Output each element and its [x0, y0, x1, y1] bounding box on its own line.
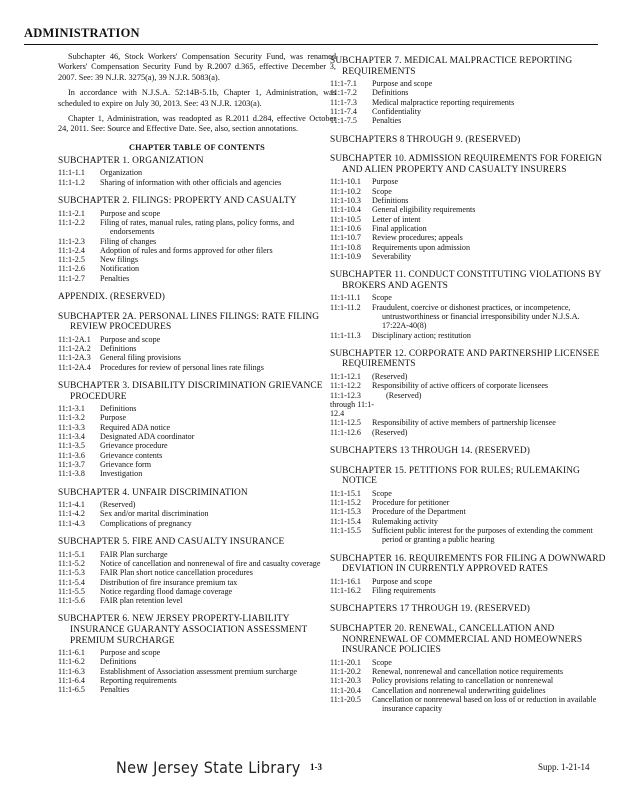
section-title: Letter of intent — [372, 214, 421, 224]
section-title: Grievance form — [100, 459, 152, 469]
section-title: Procedures for review of personal lines rate filings — [100, 362, 264, 372]
toc-entry — [330, 498, 608, 507]
section-number: 11:1-15.2 — [330, 498, 361, 508]
section-number: 11:1-10.9 — [330, 251, 361, 261]
toc-entry — [330, 381, 608, 390]
section-title: Filing of rates, manual rules, rating plans, policy forms, and endorsements — [100, 217, 294, 237]
subchapter-heading: SUBCHAPTER 2. FILINGS: PROPERTY AND CASUALTY — [58, 196, 297, 207]
section-number: 11:1-20.4 — [330, 685, 361, 695]
section-title: FAIR Plan surcharge — [100, 549, 168, 559]
section-title: Purpose and scope — [100, 208, 161, 218]
section-number: 11:1-12.6 — [330, 427, 361, 437]
toc-entry — [330, 676, 608, 685]
section-title: Scope — [372, 488, 392, 498]
section-title: General eligibility requirements — [372, 205, 476, 215]
toc-entry — [330, 177, 608, 186]
section-number: 11:1-16.1 — [330, 576, 361, 586]
section-title: Final application — [372, 223, 427, 233]
page-number: 1-3 — [310, 762, 322, 772]
section-title: Purpose and scope — [100, 334, 161, 344]
section-number: 11:1-1.1 — [58, 168, 85, 178]
toc-entry — [58, 578, 336, 587]
section-title: Responsibility of active members of partnership licensee — [372, 418, 556, 428]
section-title: Designated ADA coordinator — [100, 432, 195, 442]
section-title: Scope — [372, 293, 392, 303]
section-number: 11:1-10.5 — [330, 214, 361, 224]
section-title: Requirements upon admission — [372, 242, 471, 252]
section-title: Rulemaking activity — [372, 516, 438, 526]
toc-entry — [58, 413, 336, 422]
section-number: 11:1-6.1 — [58, 648, 85, 658]
intro-paragraph: In accordance with N.J.S.A. 52:14B-5.1b, Chapter 1, Administration, was scheduled to expire on July 30, 2013. See: 43 N.J.R. 1203(a). — [58, 88, 336, 108]
toc-entry — [330, 331, 608, 340]
section-title: Purpose — [100, 413, 127, 423]
toc-entry — [58, 255, 336, 264]
section-number: 11:1-3.4 — [58, 432, 85, 442]
toc-entry — [330, 205, 608, 214]
section-number: 11:1-10.6 — [330, 223, 361, 233]
toc-entry — [58, 353, 336, 362]
section-number: 11:1-10.8 — [330, 242, 361, 252]
section-number: 11:1-12.2 — [330, 381, 361, 391]
section-title: Definitions — [100, 404, 137, 414]
section-number: 11:1-5.2 — [58, 558, 85, 568]
section-number: 11:1-3.7 — [58, 459, 85, 469]
section-title: Medical malpractice reporting requirements — [372, 97, 515, 107]
intro-paragraph: Chapter 1, Administration, was readopted as R.2011 d.284, effective October 24, 2011. See: Source and Effective Date. See, also, section annotations. — [58, 114, 336, 134]
section-number: 11:1-3.2 — [58, 413, 85, 423]
section-title: Procedure for petitioner — [372, 498, 450, 508]
section-title: Investigation — [100, 469, 143, 479]
section-number: 11:1-12.5 — [330, 418, 361, 428]
subchapter-heading: SUBCHAPTERS 8 THROUGH 9. (RESERVED) — [330, 134, 521, 145]
section-number: 11:1-16.2 — [330, 586, 361, 596]
toc-entry — [58, 451, 336, 460]
toc-entry — [58, 509, 336, 518]
subchapter-heading: SUBCHAPTERS 13 THROUGH 14. (RESERVED) — [330, 446, 530, 457]
toc-entry — [58, 568, 336, 577]
toc-entry — [330, 98, 608, 107]
section-title: Policy provisions relating to cancellation or nonrenewal — [372, 676, 554, 686]
toc-entry — [330, 372, 608, 381]
section-number: 11:1-2.1 — [58, 208, 85, 218]
section-title: Grievance contents — [100, 450, 163, 460]
toc-entry — [330, 667, 608, 676]
section-number: 11:1-3.1 — [58, 404, 85, 414]
section-number: 11:1-2.4 — [58, 245, 85, 255]
section-title: Notice regarding flood damage coverage — [100, 586, 233, 596]
section-number: 11:1-4.1 — [58, 500, 85, 510]
section-title: Sex and/or marital discrimination — [100, 509, 209, 519]
toc-entry — [58, 237, 336, 246]
section-title: Purpose and scope — [372, 576, 433, 586]
section-number: 11:1-11.1 — [330, 293, 361, 303]
section-title: Sharing of information with other officials and agencies — [100, 177, 282, 187]
section-title: Disciplinary action; restitution — [372, 330, 471, 340]
section-number: 11:1-3.8 — [58, 469, 85, 479]
toc-entry — [58, 178, 336, 187]
section-number: 11:1-11.2 — [330, 302, 361, 312]
toc-entry — [58, 274, 336, 283]
toc-entry — [58, 335, 336, 344]
toc-entry — [330, 507, 608, 516]
toc-title: CHAPTER TABLE OF CONTENTS — [128, 142, 265, 152]
page-header: ADMINISTRATION — [24, 26, 598, 45]
toc-entry — [58, 469, 336, 478]
subchapter-heading: SUBCHAPTER 11. CONDUCT CONSTITUTING VIOLATIONS BY BROKERS AND AGENTS — [330, 270, 602, 291]
section-title: Purpose and scope — [372, 79, 433, 89]
section-number: 11:1-5.5 — [58, 586, 85, 596]
section-title: Grievance procedure — [100, 441, 168, 451]
subchapter-heading: SUBCHAPTER 15. PETITIONS FOR RULES; RULEMAKING NOTICE — [330, 465, 580, 487]
toc-entry — [330, 107, 608, 116]
toc-entry — [330, 428, 608, 437]
section-number: 11:1-7.4 — [330, 107, 357, 117]
section-number: 11:1-6.4 — [58, 676, 85, 686]
toc-entry — [330, 586, 608, 595]
section-title: Definitions — [100, 657, 137, 667]
toc-entry — [58, 559, 336, 568]
section-title: Definitions — [372, 88, 409, 98]
section-number: 11:1-10.3 — [330, 196, 361, 206]
section-title: Renewal, nonrenewal and cancellation notice requirements — [372, 667, 564, 677]
section-title: Reporting requirements — [100, 676, 177, 686]
section-number: 11:1-2.5 — [58, 255, 85, 265]
section-number: 11:1-2.7 — [58, 273, 85, 283]
toc-entry — [58, 587, 336, 596]
toc-entry — [330, 116, 608, 125]
section-number: 11:1-7.1 — [330, 79, 357, 89]
section-number: 11:1-11.3 — [330, 330, 361, 340]
subchapter-heading: SUBCHAPTER 6. NEW JERSEY PROPERTY-LIABILITY INSURANCE GUARANTY ASSOCIATION ASSESSMENT PREMIUM SURCHARGE — [58, 614, 308, 646]
section-title: Notice of cancellation and nonrenewal of fire and casualty coverage — [100, 558, 321, 568]
section-title: Required ADA notice — [100, 422, 171, 432]
toc-entry — [330, 418, 608, 427]
toc-entry — [58, 218, 336, 237]
section-number: 11:1-2A.2 — [58, 344, 91, 354]
section-number: 11:1-3.6 — [58, 450, 85, 460]
subchapter-heading: SUBCHAPTER 7. MEDICAL MALPRACTICE REPORTING REQUIREMENTS — [330, 56, 573, 77]
page-footer — [0, 758, 620, 788]
section-number: 11:1-3.3 — [58, 422, 85, 432]
toc-entry — [58, 460, 336, 469]
section-title: Filing of changes — [100, 236, 157, 246]
toc-entry — [58, 500, 336, 509]
section-number: 11:1-15.4 — [330, 516, 361, 526]
section-number: 11:1-15.1 — [330, 488, 361, 498]
toc-entry — [330, 243, 608, 252]
section-number: 11:1-15.5 — [330, 526, 361, 536]
section-title: New filings — [100, 255, 138, 265]
toc-entry — [58, 363, 336, 372]
subchapter-heading: SUBCHAPTER 3. DISABILITY DISCRIMINATION GRIEVANCE PROCEDURE — [58, 380, 323, 402]
toc-entry — [330, 233, 608, 242]
section-title: Scope — [372, 186, 392, 196]
toc-entry — [58, 550, 336, 559]
section-number: 11:1-20.1 — [330, 657, 361, 667]
toc-entry — [330, 196, 608, 205]
section-number: 11:1-15.3 — [330, 507, 361, 517]
toc-entry — [58, 404, 336, 413]
section-title: (Reserved) — [386, 390, 422, 400]
toc-entry — [330, 215, 608, 224]
subchapter-heading: SUBCHAPTER 12. CORPORATE AND PARTNERSHIP LICENSEE REQUIREMENTS — [330, 348, 600, 370]
section-number: 11:1-20.2 — [330, 667, 361, 677]
section-number: 11:1-12.3 through 11:1-12.4 — [330, 390, 374, 419]
toc-entry — [330, 391, 608, 419]
toc-entry — [330, 695, 608, 714]
subchapter-heading: SUBCHAPTER 16. REQUIREMENTS FOR FILING A DOWNWARD DEVIATION IN CURRENTLY APPROVED RATES — [330, 553, 606, 575]
right-toc — [330, 56, 608, 714]
subchapter-heading: SUBCHAPTER 5. FIRE AND CASUALTY INSURANCE — [58, 537, 285, 548]
section-number: 11:1-4.2 — [58, 509, 85, 519]
section-title: Notification — [100, 264, 140, 274]
section-title: Confidentiality — [372, 107, 422, 117]
toc-entry — [330, 187, 608, 196]
toc-entry — [58, 685, 336, 694]
section-title: Organization — [100, 168, 143, 178]
section-number: 11:1-2A.3 — [58, 353, 91, 363]
section-number: 11:1-2A.1 — [58, 334, 91, 344]
section-number: 11:1-20.5 — [330, 694, 361, 704]
intro-paragraph: Subchapter 46, Stock Workers' Compensation Security Fund, was renamed Workers' Compensation Security Fund by R.2007 d.365, effective December 3, 2007. See: 39 N.J.R. 3275(a), 39 N.J.R. 5083(a). — [58, 52, 336, 82]
section-title: Penalties — [100, 273, 130, 283]
toc-entry — [58, 264, 336, 273]
section-title: Purpose and scope — [100, 648, 161, 658]
section-title: FAIR Plan short notice cancellation procedures — [100, 568, 253, 578]
section-number: 11:1-6.3 — [58, 666, 85, 676]
toc-entry — [58, 209, 336, 218]
section-number: 11:1-6.5 — [58, 685, 85, 695]
toc-entry — [58, 667, 336, 676]
section-number: 11:1-2.6 — [58, 264, 85, 274]
subchapter-heading: SUBCHAPTERS 17 THROUGH 19. (RESERVED) — [330, 604, 530, 615]
toc-entry — [330, 577, 608, 586]
toc-entry — [58, 519, 336, 528]
section-title: Severability — [372, 251, 412, 261]
section-number: 11:1-2.2 — [58, 217, 85, 227]
section-number: 11:1-1.2 — [58, 177, 85, 187]
section-title: Purpose — [372, 177, 399, 187]
section-title: Distribution of fire insurance premium tax — [100, 577, 238, 587]
toc-entry — [330, 489, 608, 498]
section-number: 11:1-7.2 — [330, 88, 357, 98]
toc-entry — [58, 423, 336, 432]
library-watermark: New Jersey State Library — [116, 758, 301, 777]
toc-entry — [58, 432, 336, 441]
toc-entry — [330, 303, 608, 331]
section-title: Responsibility of active officers of corporate licensees — [372, 381, 549, 391]
toc-entry — [330, 224, 608, 233]
section-number: 11:1-10.1 — [330, 177, 361, 187]
section-title: Cancellation and nonrenewal underwriting guidelines — [372, 685, 546, 695]
toc-entry — [58, 676, 336, 685]
section-title: Cancellation or nonrenewal based on loss of or reduction in available insurance capacity — [372, 694, 597, 714]
section-number: 11:1-5.6 — [58, 596, 85, 606]
section-number: 11:1-6.2 — [58, 657, 85, 667]
section-title: (Reserved) — [372, 371, 408, 381]
section-number: 11:1-12.1 — [330, 371, 361, 381]
subchapter-heading: SUBCHAPTER 10. ADMISSION REQUIREMENTS FOR FOREIGN AND ALIEN PROPERTY AND CASUALTY INSURERS — [330, 154, 603, 175]
toc-entry — [330, 686, 608, 695]
section-number: 11:1-7.5 — [330, 116, 357, 126]
toc-entry — [330, 79, 608, 88]
section-number: 11:1-5.1 — [58, 549, 85, 559]
section-title: Review procedures; appeals — [372, 233, 463, 243]
subchapter-heading: SUBCHAPTER 2A. PERSONAL LINES FILINGS: RATE FILING REVIEW PROCEDURES — [58, 311, 320, 333]
section-title: Complications of pregnancy — [100, 518, 192, 528]
section-number: 11:1-5.3 — [58, 568, 85, 578]
section-title: Scope — [372, 657, 392, 667]
section-title: FAIR plan retention level — [100, 596, 183, 606]
left-toc — [58, 156, 336, 695]
section-title: Procedure of the Department — [372, 507, 466, 517]
section-number: 11:1-10.7 — [330, 233, 361, 243]
toc-entry — [330, 658, 608, 667]
section-title: Sufficient public interest for the purposes of extending the comment period or granting a public hearing — [372, 526, 593, 545]
section-title: Definitions — [100, 344, 137, 354]
supplement-date: Supp. 1-21-14 — [538, 762, 590, 772]
section-number: 11:1-2.3 — [58, 236, 85, 246]
section-number: 11:1-3.5 — [58, 441, 85, 451]
section-title: Definitions — [372, 196, 409, 206]
right-column — [330, 52, 608, 714]
section-title: (Reserved) — [372, 427, 408, 437]
toc-entry — [58, 168, 336, 177]
section-title: Adoption of rules and forms approved for other filers — [100, 245, 273, 255]
section-title: Fraudulent, coercive or dishonest practices, or incompetence, untrustworthiness or financial irresponsibility under N.J.S.A. 17:22A-40(8) — [372, 302, 580, 331]
section-number: 11:1-10.4 — [330, 205, 361, 215]
section-number: 11:1-2A.4 — [58, 362, 91, 372]
section-number: 11:1-5.4 — [58, 577, 85, 587]
toc-entry — [58, 596, 336, 605]
section-number: 11:1-20.3 — [330, 676, 361, 686]
subchapter-heading: SUBCHAPTER 4. UNFAIR DISCRIMINATION — [58, 487, 248, 498]
section-title: (Reserved) — [100, 500, 136, 510]
toc-entry — [330, 526, 608, 545]
toc-entry — [58, 344, 336, 353]
toc-entry — [330, 517, 608, 526]
section-title: General filing provisions — [100, 353, 181, 363]
section-number: 11:1-10.2 — [330, 186, 361, 196]
toc-entry — [330, 88, 608, 97]
left-column — [58, 52, 336, 695]
toc-entry — [58, 648, 336, 657]
toc-entry — [330, 293, 608, 302]
toc-entry — [330, 252, 608, 261]
section-title: Filing requirements — [372, 586, 436, 596]
section-title: Establishment of Association assessment premium surcharge — [100, 666, 297, 676]
section-number: 11:1-4.3 — [58, 518, 85, 528]
toc-entry — [58, 246, 336, 255]
section-title: Penalties — [372, 116, 402, 126]
subchapter-heading: APPENDIX. (RESERVED) — [58, 292, 165, 302]
intro-notes — [58, 52, 336, 135]
subchapter-heading: SUBCHAPTER 20. RENEWAL, CANCELLATION AND NONRENEWAL OF COMMERCIAL AND HOMEOWNERS INSURANCE POLICIES — [330, 624, 583, 656]
toc-entry — [58, 657, 336, 666]
section-title: Penalties — [100, 685, 130, 695]
subchapter-heading: SUBCHAPTER 1. ORGANIZATION — [58, 155, 204, 166]
section-number: 11:1-7.3 — [330, 97, 357, 107]
toc-entry — [58, 441, 336, 450]
